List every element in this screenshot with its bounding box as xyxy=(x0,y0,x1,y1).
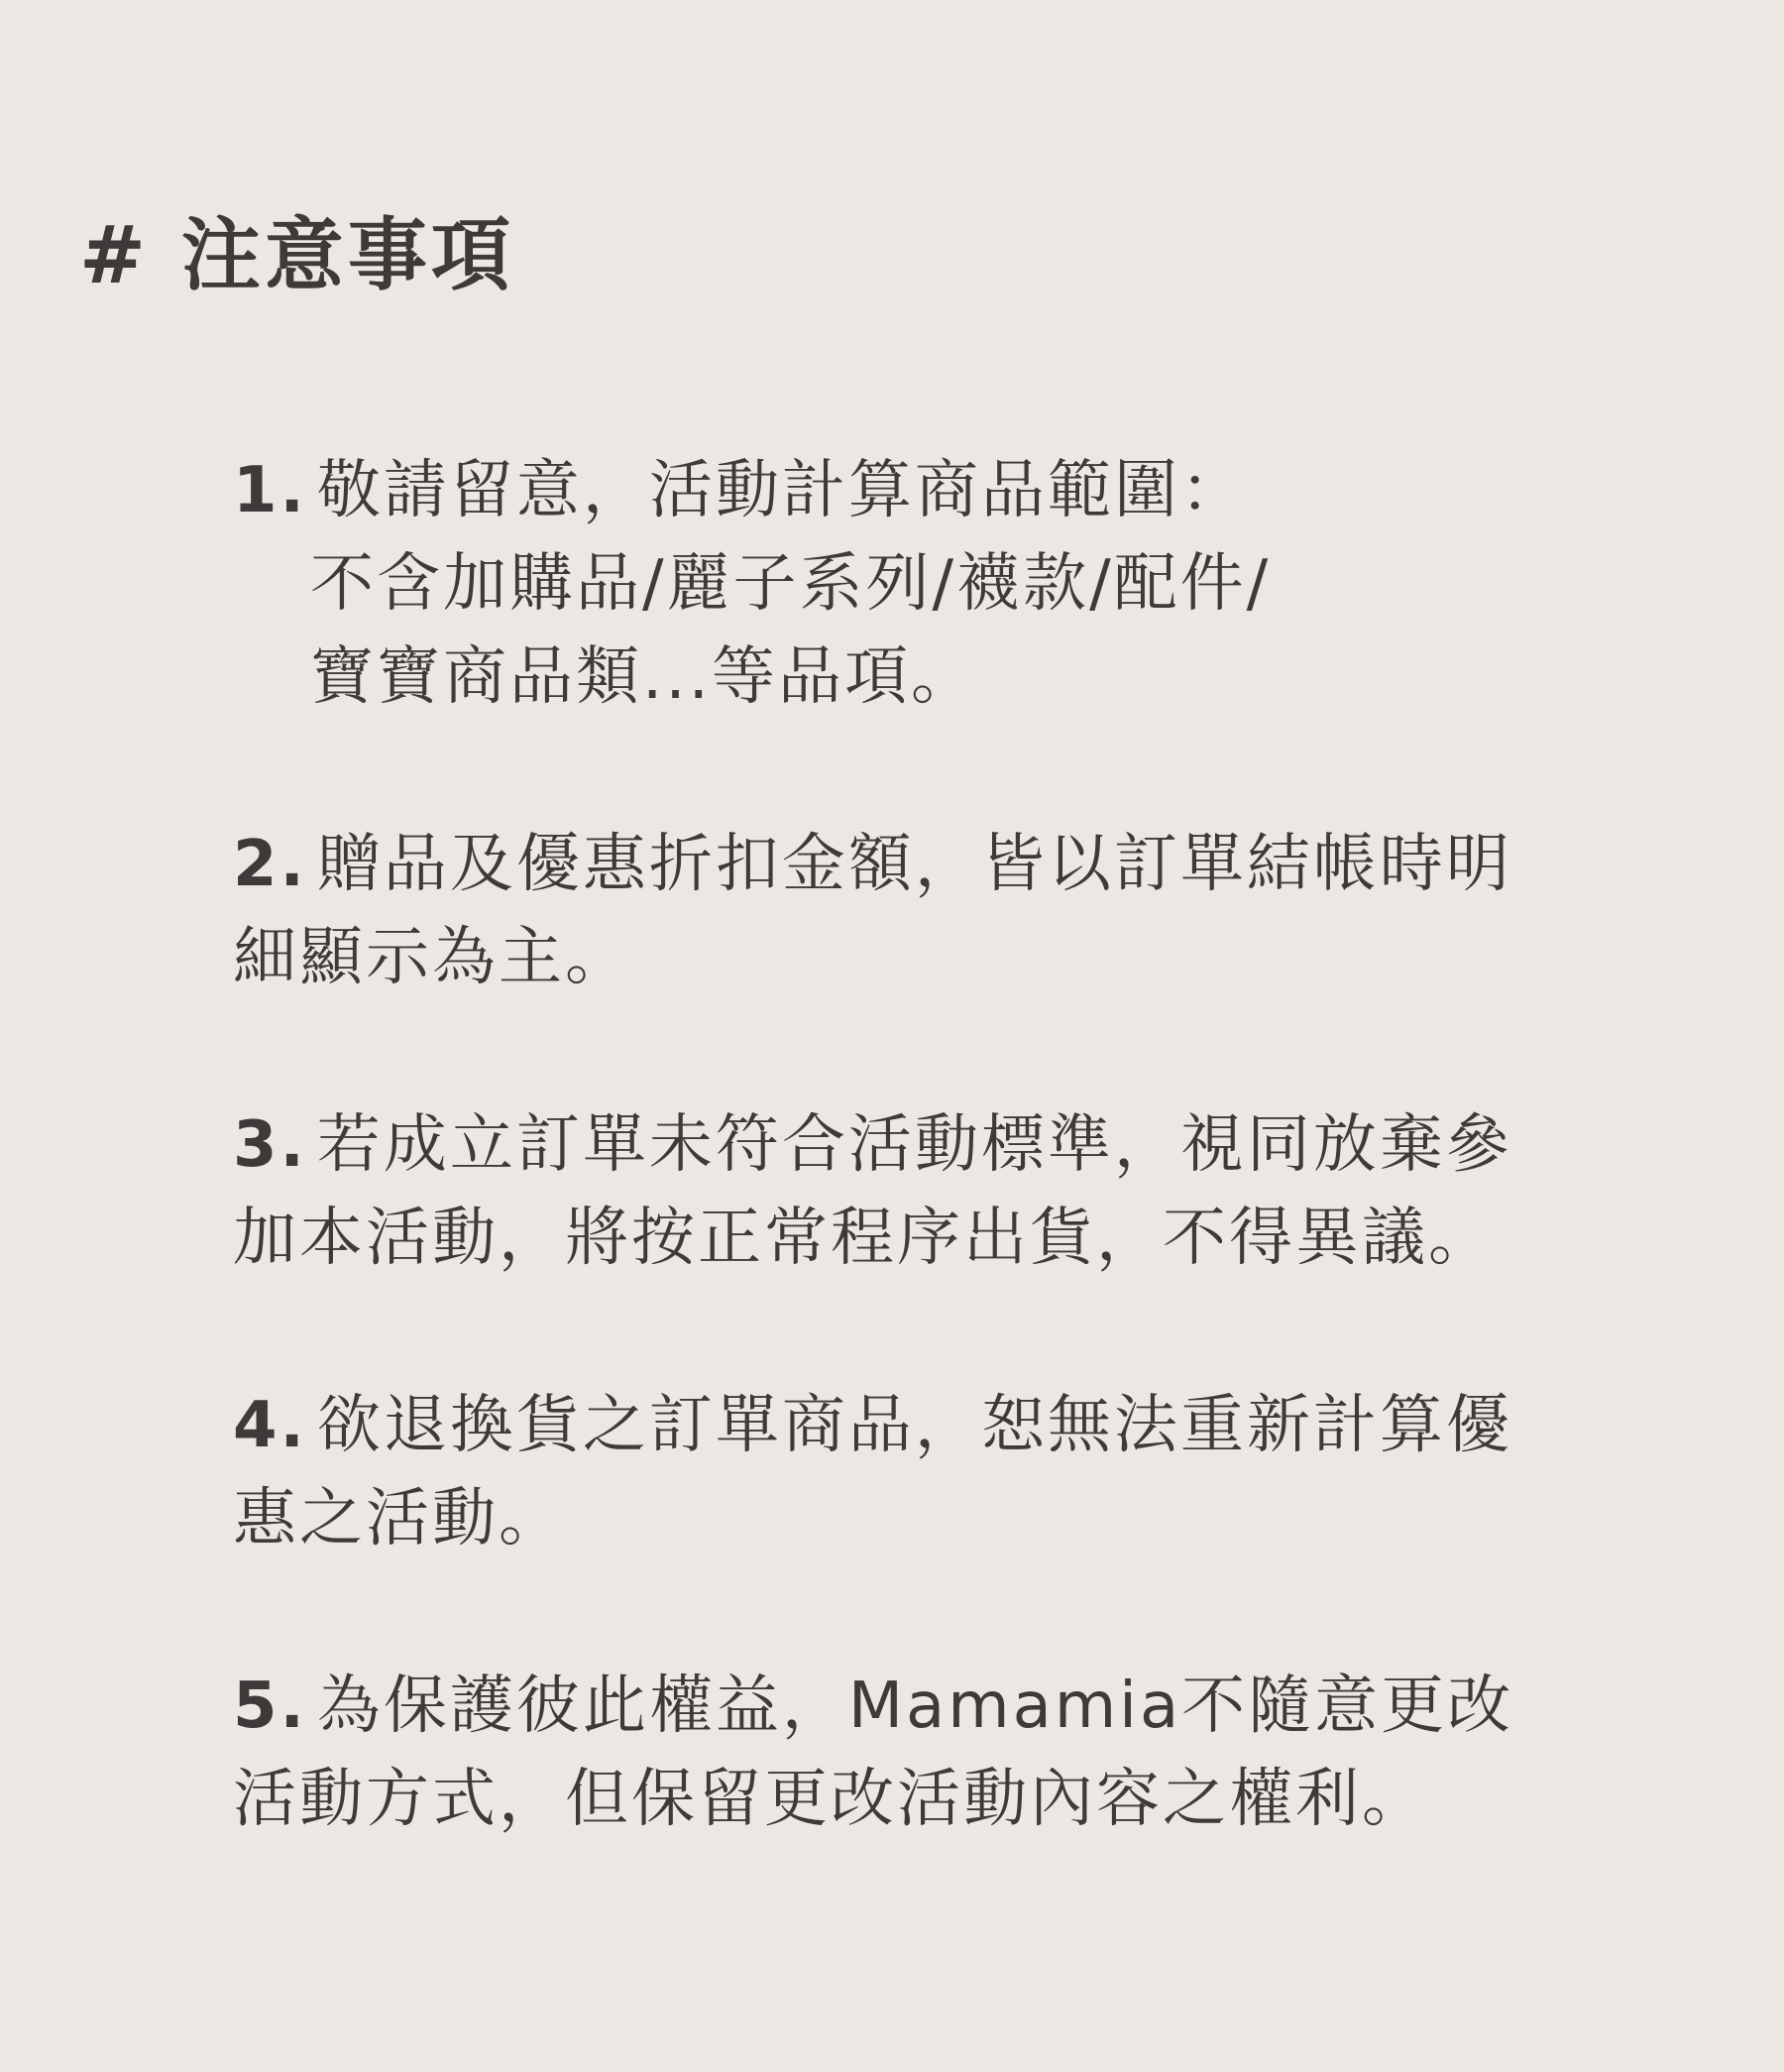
note-text: 細顯示為主。 xyxy=(233,921,631,994)
item-number: 3. xyxy=(233,1108,307,1182)
note-text: 加本活動，將按正常程序出貨，不得異議。 xyxy=(233,1202,1495,1275)
list-item xyxy=(233,818,1581,1004)
note-text: 寶寶商品類...等品項。 xyxy=(310,640,978,714)
list-item xyxy=(233,1098,1581,1285)
page-title: # 注意事項 xyxy=(79,209,514,301)
list-item xyxy=(233,444,1581,724)
note-text: 敬請留意，活動計算商品範圍： xyxy=(316,454,1247,527)
item-number: 5. xyxy=(233,1669,307,1743)
note-text: 贈品及優惠折扣金額，皆以訂單結帳時明 xyxy=(316,828,1512,901)
notes-list xyxy=(233,444,1581,1846)
item-number: 4. xyxy=(233,1389,307,1462)
item-number: 1. xyxy=(233,454,307,527)
note-text: 為保護彼此權益，Mamamia不隨意更改 xyxy=(316,1669,1514,1743)
item-number: 2. xyxy=(233,828,307,901)
note-text: 不含加購品/麗子系列/襪款/配件/ xyxy=(310,547,1272,621)
note-text: 活動方式，但保留更改活動內容之權利。 xyxy=(233,1763,1428,1836)
note-line xyxy=(233,1098,1581,1192)
list-item xyxy=(233,1660,1581,1846)
note-line xyxy=(233,444,1581,537)
note-text: 惠之活動。 xyxy=(233,1482,565,1555)
note-line xyxy=(233,1379,1581,1472)
note-line xyxy=(233,1660,1581,1753)
list-item xyxy=(233,1379,1581,1565)
note-line xyxy=(233,818,1581,911)
note-text: 欲退換貨之訂單商品，恕無法重新計算優 xyxy=(316,1389,1512,1462)
note-text: 若成立訂單未符合活動標準，視同放棄參 xyxy=(316,1108,1512,1182)
